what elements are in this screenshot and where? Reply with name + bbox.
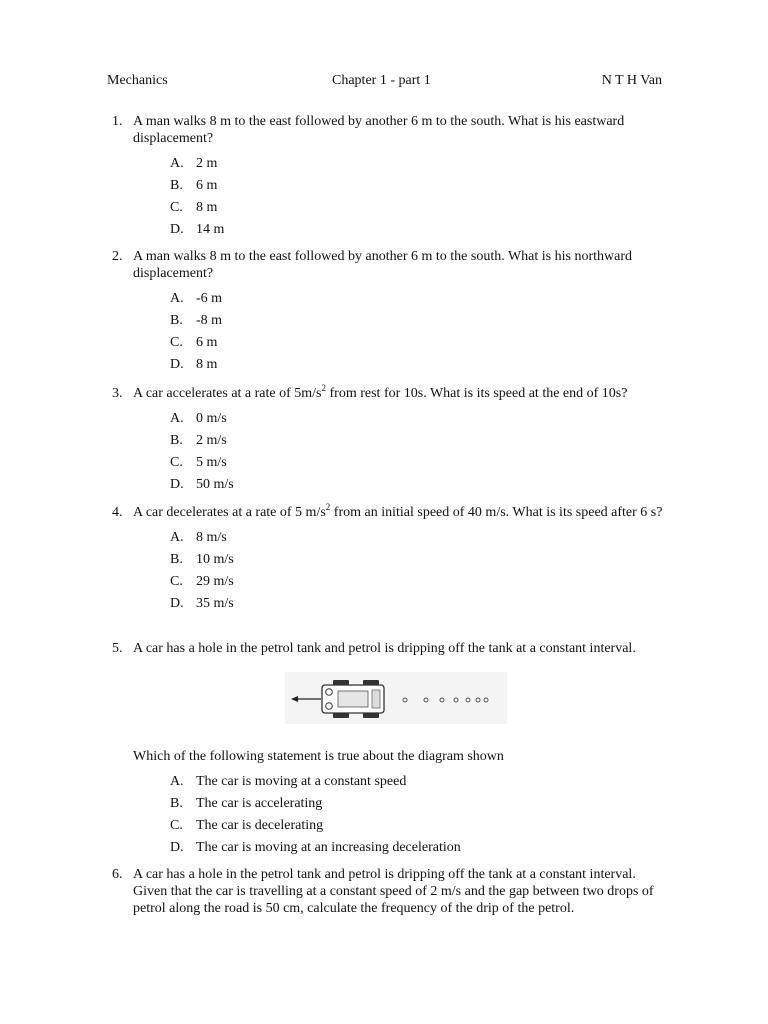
option-d: D. 8 m [170, 357, 218, 372]
option-b: B. 2 m/s [170, 433, 227, 448]
question-6 [112, 866, 664, 917]
question-text: A car accelerates at a rate of $5m/s^2$ from rest for 10s. What is its speed at the end of 10s? [133, 383, 628, 401]
header-subject: Mechanics [107, 73, 168, 88]
option-a: A. 2 m [170, 156, 218, 171]
question-text: A man walks 8 m to the east followed by another 6 m to the south. What is his eastward displacement? [133, 114, 625, 146]
option-b: B. -8 m [170, 313, 223, 328]
option-list [170, 771, 664, 859]
option-a: A. 8 m/s [170, 530, 227, 545]
header-chapter: Chapter 1 - part 1 [332, 73, 431, 88]
option-a: A. 0 m/s [170, 411, 227, 426]
option-d: D. 50 m/s [170, 477, 234, 492]
option-c: C. The car is decelerating [170, 818, 324, 833]
option-d: D. 14 m [170, 222, 225, 237]
option-a: A. The car is moving at a constant speed [170, 774, 407, 789]
question-text: A man walks 8 m to the east followed by another 6 m to the south. What is his northward displacement? [133, 249, 632, 281]
option-d: D. The car is moving at an increasing deceleration [170, 840, 461, 855]
question-number: 6. [112, 867, 123, 882]
question-number: 3. [112, 386, 123, 401]
option-a: A. -6 m [170, 291, 223, 306]
option-list [170, 288, 664, 376]
option-list [170, 527, 664, 615]
option-b: B. 10 m/s [170, 552, 234, 567]
question-number: 4. [112, 505, 123, 520]
question-number: 2. [112, 249, 123, 264]
question-5 [112, 640, 664, 657]
car-drip-diagram [285, 670, 507, 726]
question-1 [112, 113, 664, 241]
option-b: B. 6 m [170, 178, 218, 193]
question-number: 1. [112, 114, 123, 129]
question-4 [112, 504, 664, 615]
option-c: C. 29 m/s [170, 574, 234, 589]
option-b: B. The car is accelerating [170, 796, 323, 811]
option-d: D. 35 m/s [170, 596, 234, 611]
header-author: N T H Van [601, 73, 662, 88]
question-number: 5. [112, 641, 123, 656]
question-5-prompt [112, 748, 664, 859]
question-text: A car has a hole in the petrol tank and petrol is dripping off the tank at a constant interval. Given that the car is travelling at a constant speed of 2 m/s and the gap between two drops of petrol along the road is 50 cm, calculate the frequency of the drip of the petrol. [133, 867, 654, 916]
question-text: A car has a hole in the petrol tank and petrol is dripping off the tank at a constant interval. [133, 641, 636, 656]
page-header [107, 72, 662, 90]
question-subtext: Which of the following statement is true about the diagram shown [133, 749, 504, 764]
option-list [170, 153, 664, 241]
option-list [170, 408, 664, 496]
option-c: C. 5 m/s [170, 455, 227, 470]
option-c: C. 6 m [170, 335, 218, 350]
option-c: C. 8 m [170, 200, 218, 215]
question-3 [112, 385, 664, 496]
question-text: A car decelerates at a rate of 5 $m/s^2$ from an initial speed of 40 m/s. What is its speed after 6 s? [133, 502, 663, 520]
question-2 [112, 248, 664, 376]
